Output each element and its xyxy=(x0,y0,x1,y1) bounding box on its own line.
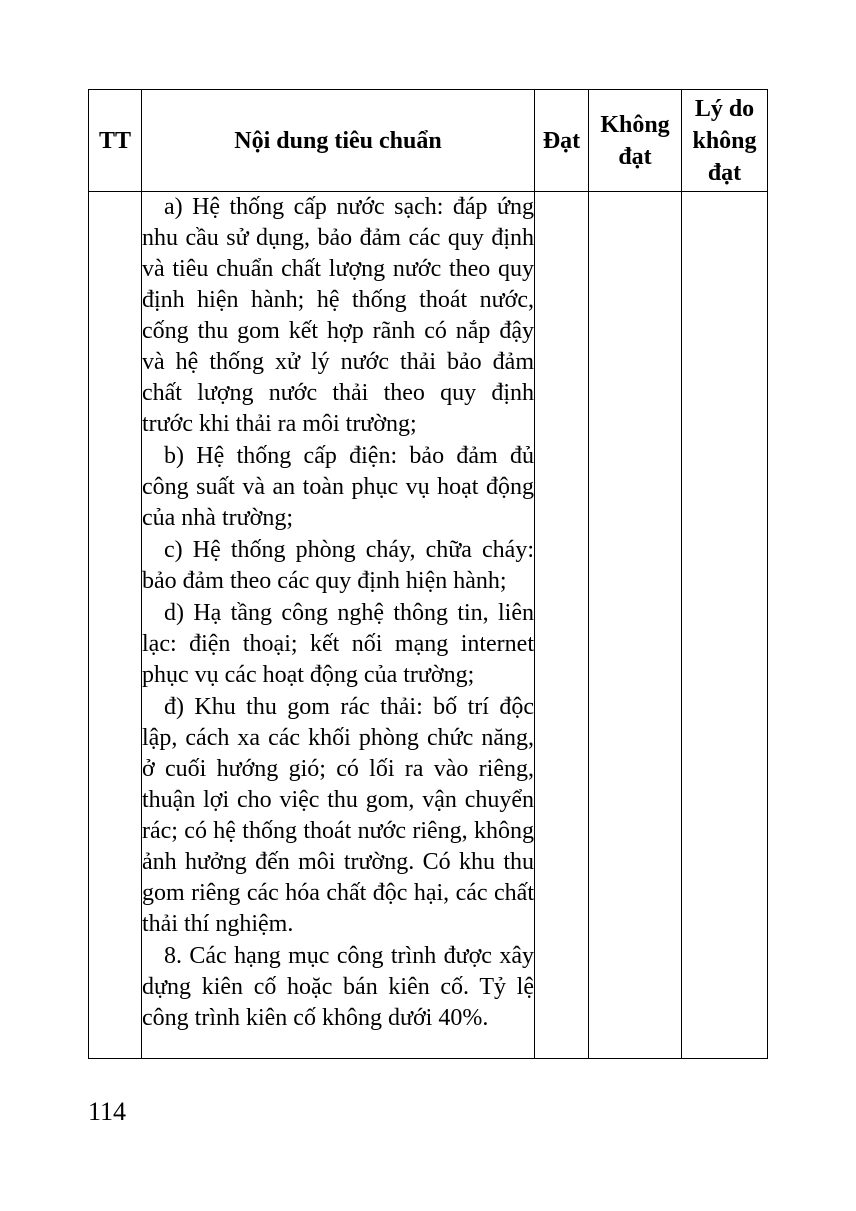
header-content: Nội dung tiêu chuẩn xyxy=(142,90,535,192)
table-row xyxy=(89,192,768,1059)
header-tt: TT xyxy=(89,90,142,192)
cell-content xyxy=(142,192,535,1059)
paragraph-a: a) Hệ thống cấp nước sạch: đáp ứng nhu cầu sử dụng, bảo đảm các quy định và tiêu chuẩn chất lượng nước theo quy định hiện hành; hệ thống thoát nước, cống thu gom kết hợp rãnh có nắp đậy và hệ thống xử lý nước thải bảo đảm chất lượng nước thải theo quy định trước khi thải ra môi trường; xyxy=(142,194,534,437)
cell-khong-dat xyxy=(589,192,682,1059)
paragraph-b: b) Hệ thống cấp điện: bảo đảm đủ công suất và an toàn phục vụ hoạt động của nhà trường; xyxy=(142,443,534,531)
cell-ly-do xyxy=(682,192,768,1059)
criteria-table xyxy=(88,89,768,1059)
paragraph-dd: đ) Khu thu gom rác thải: bố trí độc lập, cách xa các khối phòng chức năng, ở cuối hướng gió; có lối ra vào riêng, thuận lợi cho việc thu gom, vận chuyển rác; có hệ thống thoát nước riêng, không ảnh hưởng đến môi trường. Có khu thu gom riêng các hóa chất độc hại, các chất thải thí nghiệm. xyxy=(142,694,534,937)
table-header-row xyxy=(89,90,768,192)
paragraph-8: 8. Các hạng mục công trình được xây dựng kiên cố hoặc bán kiên cố. Tỷ lệ công trình kiên cố không dưới 40%. xyxy=(142,943,534,1031)
header-dat: Đạt xyxy=(535,90,589,192)
page-number: 114 xyxy=(88,1097,127,1126)
header-khong-dat: Không đạt xyxy=(589,90,682,192)
paragraph-d: d) Hạ tầng công nghệ thông tin, liên lạc: điện thoại; kết nối mạng internet phục vụ các hoạt động của trường; xyxy=(142,600,534,688)
header-ly-do: Lý do không đạt xyxy=(682,90,768,192)
cell-tt xyxy=(89,192,142,1059)
cell-dat xyxy=(535,192,589,1059)
paragraph-c: c) Hệ thống phòng cháy, chữa cháy: bảo đảm theo các quy định hiện hành; xyxy=(142,537,534,594)
